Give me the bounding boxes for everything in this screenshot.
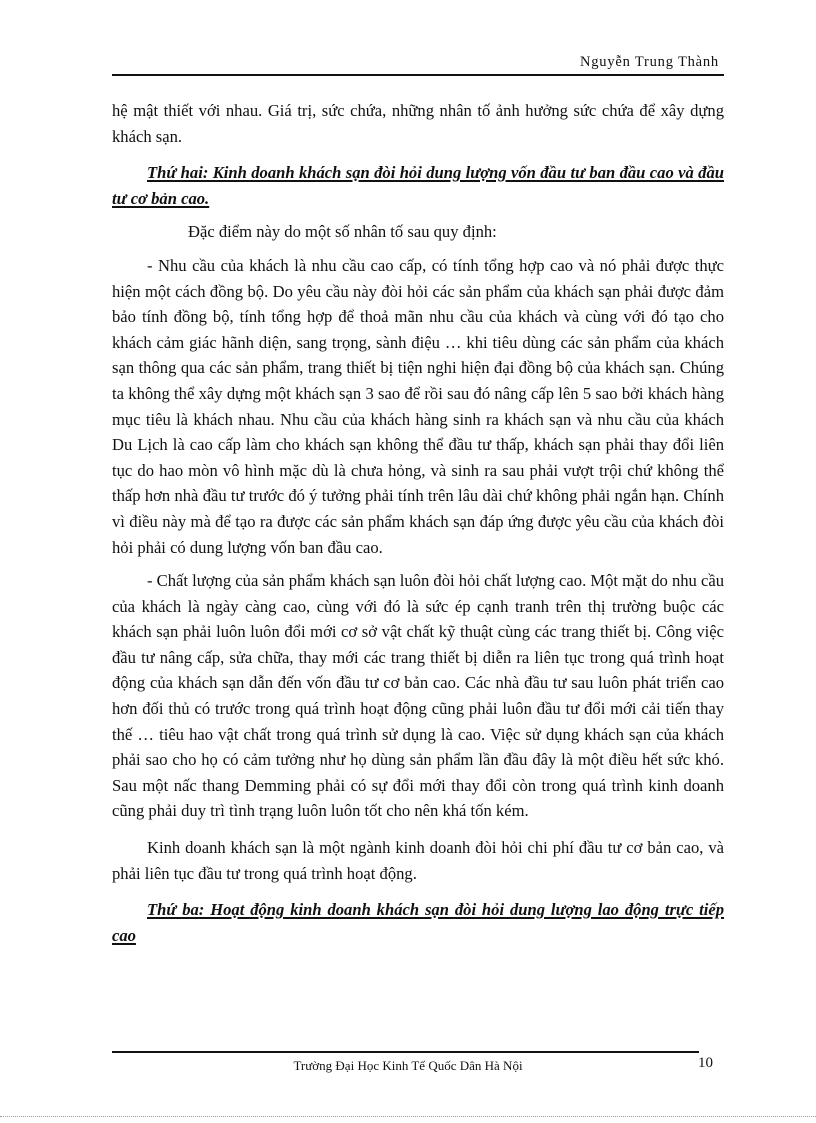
document-body: [112, 98, 724, 948]
paragraph-intro: Đặc điểm này do một số nhân tố sau quy định:: [188, 222, 497, 242]
header-rule: [112, 74, 724, 76]
footer-rule: [112, 1051, 699, 1053]
page-number: 10: [698, 1055, 713, 1071]
header-author: Nguyễn Trung Thành: [579, 54, 719, 70]
section-heading-third: Thứ ba: Hoạt động kinh doanh khách sạn đòi hỏi dung lượng lao động trực tiếp cao: [112, 900, 724, 945]
section-heading-second: Thứ hai: Kinh doanh khách sạn đòi hỏi dung lượng vốn đầu tư ban đầu cao và đầu tư cơ bản cao.: [112, 163, 724, 208]
paragraph-product-quality: - Chất lượng của sản phẩm khách sạn luôn đòi hỏi chất lượng cao. Một mặt do nhu cầu của khách là ngày càng cao, cùng với đó là sức ép cạnh tranh trên thị trường buộc các khách sạn phải luôn luôn đổi mới cơ sở vật chất kỹ thuật cùng các trang thiết bị. Công việc đầu tư nâng cấp, sửa chữa, thay mới các trang thiết bị diễn ra liên tục trong quá trình hoạt động của khách sạn dẫn đến vốn đầu tư cơ bản cao. Các nhà đầu tư sau luôn phát triển cao hơn đối thủ có trước trong quá trình hoạt động cũng phải luôn đầu tư đổi mới cải tiến thay thế … tiêu hao vật chất trong quá trình sử dụng là cao. Việc sử dụng khách sạn của khách phải sao cho họ có cảm tưởng như họ dùng sản phẩm lần đầu đây là một điều hết sức khó. Sau một nấc thang Demming phải có sự đổi mới thay đổi còn trong quá trình kinh doanh cũng phải duy trì tình trạng luôn luôn tốt cho nên khá tốn kém.: [112, 571, 725, 821]
page-bottom-dotted-border: [0, 1116, 816, 1117]
paragraph-conclusion: Kinh doanh khách sạn là một ngành kinh doanh đòi hỏi chi phí đầu tư cơ bản cao, và phải liên tục đầu tư trong quá trình hoạt động.: [112, 838, 724, 883]
paragraph-continuation: hệ mật thiết với nhau. Giá trị, sức chứa, những nhân tố ảnh hưởng sức chứa để xây dựng khách sạn.: [112, 101, 724, 146]
footer-school-name: Trường Đại Học Kinh Tế Quốc Dân Hà Nội: [293, 1058, 523, 1073]
paragraph-customer-demand: - Nhu cầu của khách là nhu cầu cao cấp, có tính tổng hợp cao và nó phải được thực hiện một cách đồng bộ. Do yêu cầu này đòi hỏi các sản phẩm của khách sạn phải được đảm bảo tính đồng bộ, tính tổng hợp để thoả mãn nhu cầu của khách và cùng với đó tạo cho khách cảm giác hãnh diện, sang trọng, sành điệu … khi tiêu dùng các sản phẩm của khách sạn thông qua các sản phẩm, trang thiết bị tiện nghi hiện đại đồng bộ của khách sạn. Chúng ta không thể xây dựng một khách sạn 3 sao để rồi sau đó nâng cấp lên 5 sao bởi khách hàng mục tiêu là khách nhau. Nhu cầu của khách hàng sinh ra khách sạn và nhu cầu của khách Du Lịch là cao cấp làm cho khách sạn không thể đầu tư thấp, khách sạn phải thay đổi liên tục do hao mòn vô hình mặc dù là chưa hỏng, và sinh ra sau phải vượt trội chứ không thể thấp hơn nhà đầu tư trước đó ý tưởng phải tính trên lâu dài chứ không phải ngắn hạn. Chính vì điều này mà để tạo ra được các sản phẩm khách sạn đáp ứng được yêu cầu của khách đòi hỏi phải có dung lượng vốn ban đầu cao.: [112, 255, 724, 557]
